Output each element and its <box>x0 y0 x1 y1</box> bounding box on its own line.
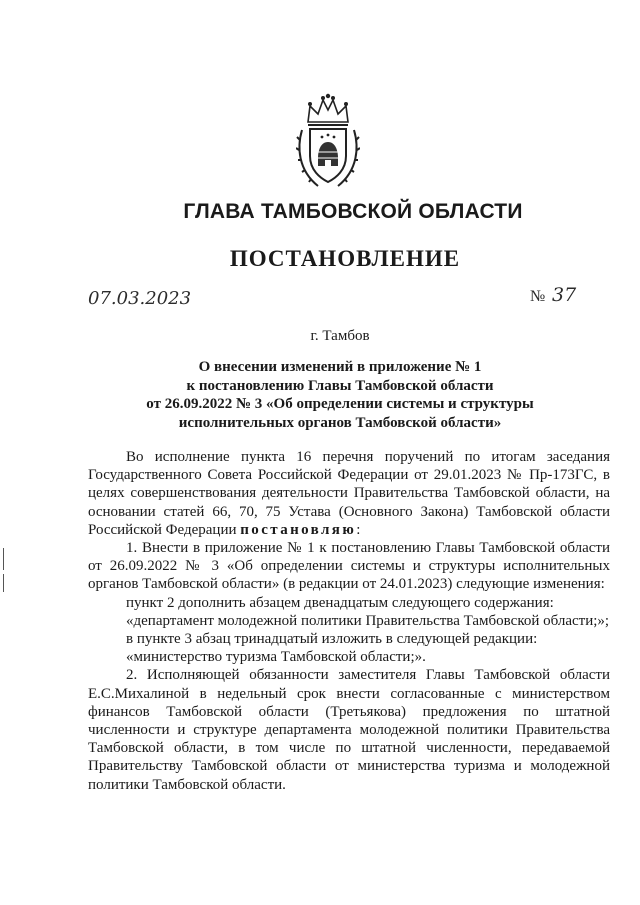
document-body <box>88 448 610 794</box>
document-number-label: № <box>530 288 546 305</box>
document-title <box>130 358 550 432</box>
title-line: к постановлению Главы Тамбовской области <box>186 377 494 394</box>
intro-text: Во исполнение пункта 16 перечня поручений по итогам заседания Государственного Совета Российской Федерации от 29.01.2023 № Пр-173ГС, в целях совершенствования деятельности Правительства Тамбовской области, на основании статей 66, 70, 75 Устава (Основного Закона) Тамбовской области Российской Федерации <box>88 449 610 538</box>
city-line: г. Тамбов <box>310 328 370 344</box>
title-line: О внесении изменений в приложение № 1 <box>198 359 482 375</box>
scan-margin-mark <box>3 548 4 570</box>
paragraph-6: 2. Исполняющей обязанности заместителя Главы Тамбовской области Е.С.Михалиной в недельный срок внести согласованные с министерством финансов Тамбовской области (Третьякова) предложения по штатной численности и структуре департамента молодежной политики Правительства Тамбовской области, в том числе по штатной численности, передаваемой Правительству Тамбовской области от министерства туризма и молодежной политики Тамбовской области. <box>88 667 610 793</box>
paragraph-1: 1. Внести в приложение № 1 к постановлению Главы Тамбовской области от 26.09.2022 № 3 «Об определении системы и структуры исполнительных органов Тамбовской области» (в редакции от 24.01.2023) следующие изменения: <box>88 540 610 593</box>
paragraph-5: «министерство туризма Тамбовской области;». <box>126 649 426 666</box>
paragraph-3: «департамент молодежной политики Правительства Тамбовской области;»; <box>126 612 610 629</box>
document-date: 07.03.2023 <box>88 288 192 309</box>
paragraph-4: в пункте 3 абзац тринадцатый изложить в следующей редакции: <box>126 631 538 648</box>
title-line: от 26.09.2022 № 3 «Об определении системы и структуры <box>146 396 534 413</box>
document-type-heading: ПОСТАНОВЛЕНИЕ <box>229 246 461 271</box>
authority-heading: ГЛАВА ТАМБОВСКОЙ ОБЛАСТИ <box>183 200 523 223</box>
tambov-coat-of-arms-icon <box>296 92 360 192</box>
resolve-colon: : <box>356 521 361 538</box>
paragraph-2: пункт 2 дополнить абзацем двенадцатым следующего содержания: <box>126 594 554 611</box>
resolve-word: постановляю <box>240 521 357 538</box>
document-number: 37 <box>552 284 577 306</box>
title-line: исполнительных органов Тамбовской области» <box>178 414 502 431</box>
scan-margin-mark <box>3 574 4 592</box>
intro-paragraph <box>88 448 610 539</box>
